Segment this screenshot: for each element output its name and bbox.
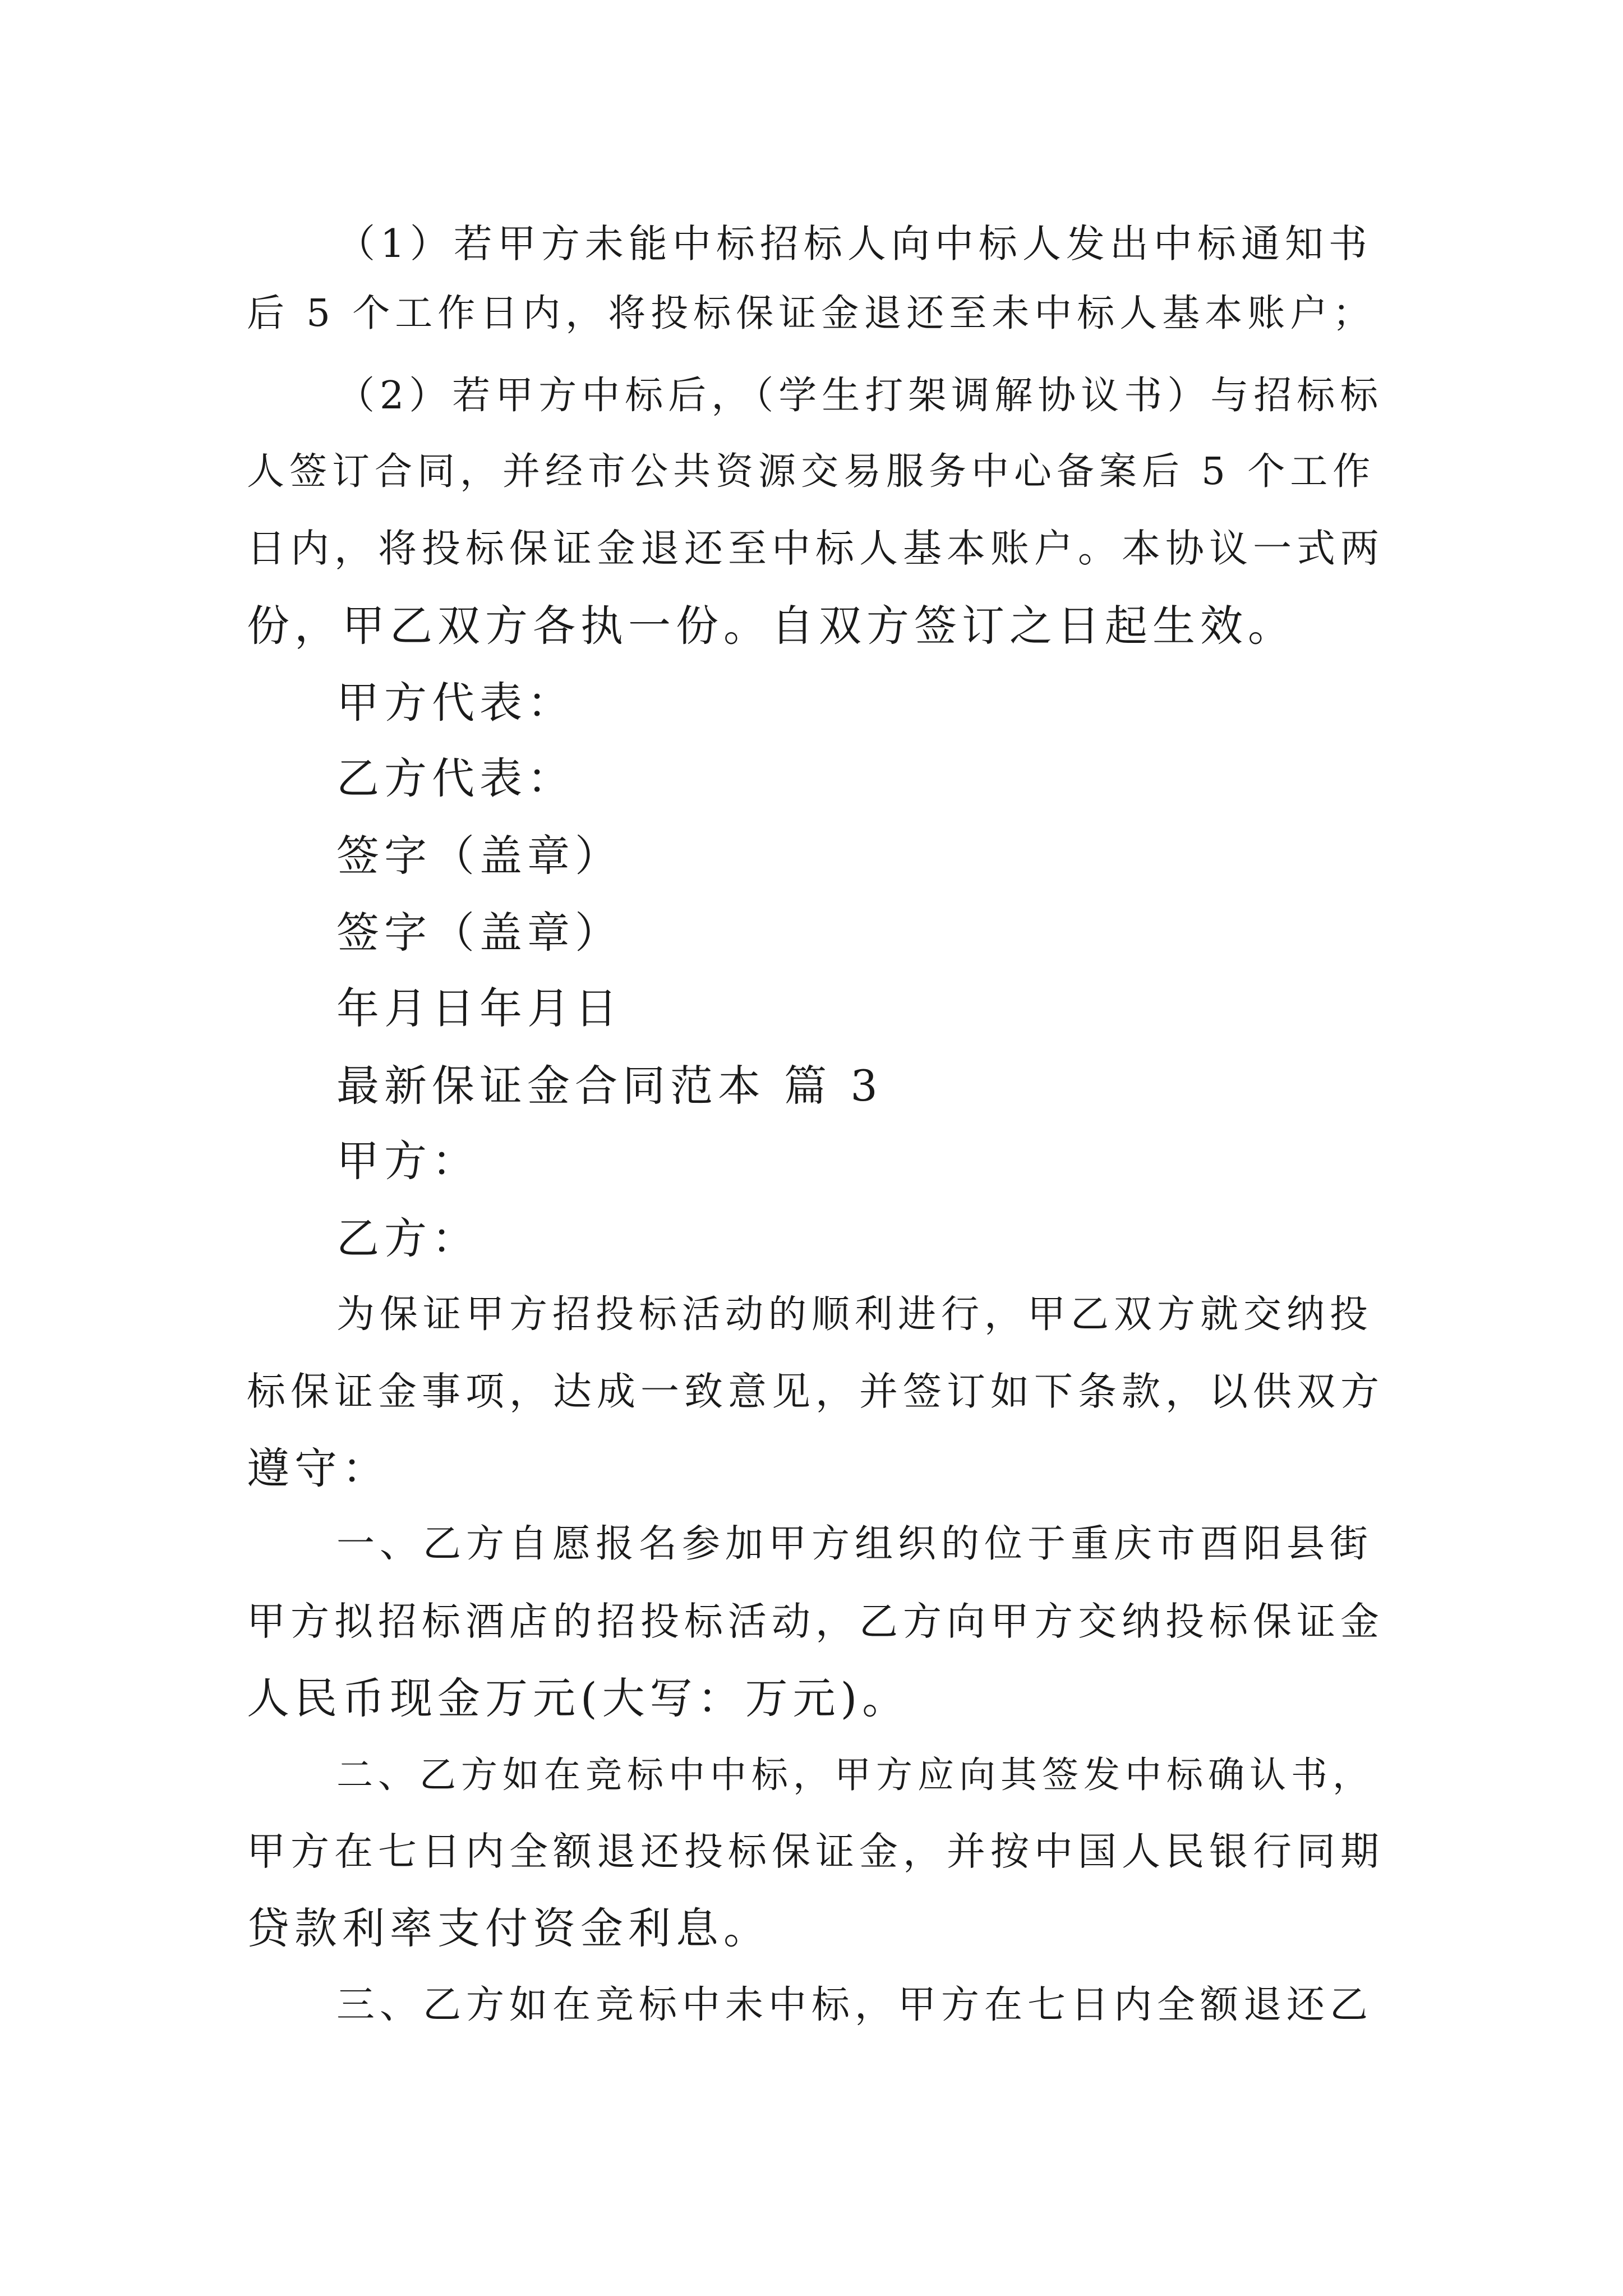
text-line: 乙方： (336, 1213, 479, 1263)
text-line: （1）若甲方未能中标招标人向中标人发出中标通知书 (336, 222, 1372, 266)
text-line: 遵守： (247, 1443, 390, 1493)
text-line: 份，甲乙双方各执一份。自双方签订之日起生效。 (247, 601, 1295, 651)
text-line: 签字（盖章） (336, 908, 623, 958)
text-line: 甲方在七日内全额退还投标保证金，并按中国人民银行同期 (247, 1829, 1384, 1874)
text-line: 二、乙方如在竞标中中标，甲方应向其签发中标确认书， (336, 1754, 1375, 1796)
text-line: 人民币现金万元(大写：万元)。 (247, 1673, 910, 1723)
text-line: 贷款利率支付资金利息。 (247, 1903, 771, 1953)
text-line: 乙方代表： (336, 753, 575, 803)
text-line: 标保证金事项，达成一致意见，并签订如下条款，以供双方 (247, 1369, 1384, 1414)
text-line: 年月日年月日 (336, 983, 623, 1033)
text-line: 一、乙方自愿报名参加甲方组织的位于重庆市酉阳县街 (336, 1522, 1373, 1566)
text-line: 甲方代表： (336, 678, 575, 728)
text-line: 人签订合同，并经市公共资源交易服务中心备案后 5 个工作 (247, 449, 1376, 493)
text-line: 甲方： (336, 1136, 479, 1186)
text-line: 签字（盖章） (336, 831, 623, 881)
section-heading: 最新保证金合同范本 篇 3 (336, 1061, 883, 1111)
text-line: （2）若甲方中标后，（学生打架调解协议书）与招标标 (336, 374, 1384, 418)
text-line: 日内，将投标保证金退还至中标人基本账户。本协议一式两 (247, 526, 1384, 571)
text-line: 三、乙方如在竞标中未中标，甲方在七日内全额退还乙 (336, 1983, 1373, 2027)
text-line: 甲方拟招标酒店的招投标活动，乙方向甲方交纳投标保证金 (247, 1599, 1384, 1644)
text-line: 为保证甲方招投标活动的顺利进行，甲乙双方就交纳投 (336, 1292, 1373, 1337)
text-line: 后 5 个工作日内，将投标保证金退还至未中标人基本账户； (247, 291, 1376, 335)
